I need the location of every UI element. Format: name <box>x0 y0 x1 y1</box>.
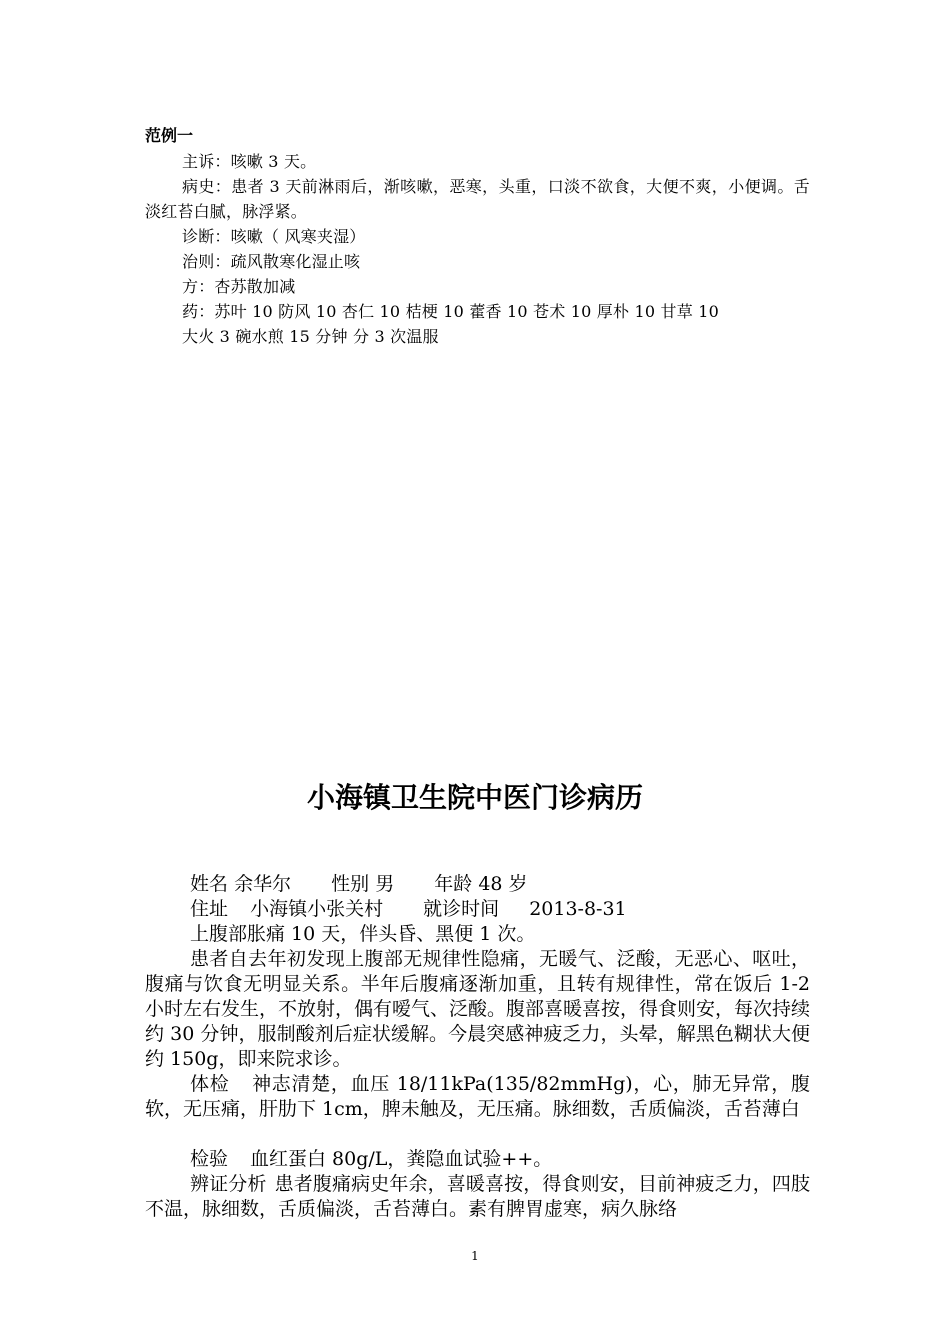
age-label: 年龄 <box>434 873 473 895</box>
lab-tests <box>145 1147 810 1172</box>
example-complaint: 主诉：咳嗽 3 天。 <box>182 152 317 171</box>
analysis-text: 患者腹痛病史年余，喜暖喜按，得食则安，目前神疲乏力，四肢不温，脉细数，舌质偏淡，舌苔薄白。素有脾胃虚寒，病久脉络 <box>145 1173 810 1220</box>
sex-label: 性别 <box>331 873 370 895</box>
example-herbs: 药：苏叶 10 防风 10 杏仁 10 桔梗 10 藿香 10 苍术 10 厚朴 10 甘草 10 <box>182 302 719 321</box>
address-row <box>145 897 810 922</box>
page-number: 1 <box>471 1249 479 1263</box>
visit-date: 2013-8-31 <box>529 898 627 920</box>
visit-label: 就诊时间 <box>423 898 500 920</box>
name-label: 姓名 <box>190 873 229 895</box>
example-formula: 方：杏苏散加减 <box>182 277 296 296</box>
example-title: 范例一 <box>145 126 194 145</box>
exam-label: 体检 <box>190 1073 230 1095</box>
lab-label: 检验 <box>190 1148 229 1170</box>
address-label: 住址 <box>190 898 229 920</box>
patient-address: 小海镇小张关村 <box>250 898 384 920</box>
present-history: 患者自去年初发现上腹部无规律性隐痛，无暖气、泛酸，无恶心、呕吐，腹痛与饮食无明显关系。半年后腹痛逐渐加重，且转有规律性，常在饭后 1-2 小时左右发生，不放射，偶有嗳气、泛酸。腹部喜暖喜按，得食则安，每次持续约 30 分钟，服制酸剂后症状缓解。今晨突感神疲乏力，头晕，解黑色糊状大便约 150g，即来院求诊。 <box>145 948 811 1070</box>
lab-text: 血红蛋白 80g/L，粪隐血试验++。 <box>250 1148 553 1170</box>
record-title: 小海镇卫生院中医门诊病历 <box>306 781 643 814</box>
example-diagnosis: 诊断：咳嗽（ 风寒夹湿） <box>182 227 366 246</box>
example-treatment: 治则：疏风散寒化湿止咳 <box>182 252 361 271</box>
syndrome-analysis <box>145 1172 810 1222</box>
exam-text: 神志清楚，血压 18/11kPa(135/82mmHg)，心，肺无异常，腹软，无压痛，肝肋下 1cm，脾未触及，无压痛。脉细数，舌质偏淡，舌苔薄白 <box>145 1073 810 1120</box>
analysis-label: 辨证分析 <box>190 1173 267 1195</box>
physical-exam <box>145 1072 810 1122</box>
patient-age: 48 岁 <box>478 873 528 895</box>
example-decoction: 大火 3 碗水煎 15 分钟 分 3 次温服 <box>182 327 439 346</box>
chief-complaint: 上腹部胀痛 10 天，伴头昏、黑便 1 次。 <box>190 923 536 945</box>
example-history: 病史：患者 3 天前淋雨后，渐咳嗽，恶寒，头重，口淡不欲食，大便不爽，小便调。舌淡红苔白腻，脉浮紧。 <box>145 177 810 221</box>
patient-sex: 男 <box>375 873 395 895</box>
patient-info-row <box>145 872 810 897</box>
patient-name: 余华尔 <box>234 873 292 895</box>
